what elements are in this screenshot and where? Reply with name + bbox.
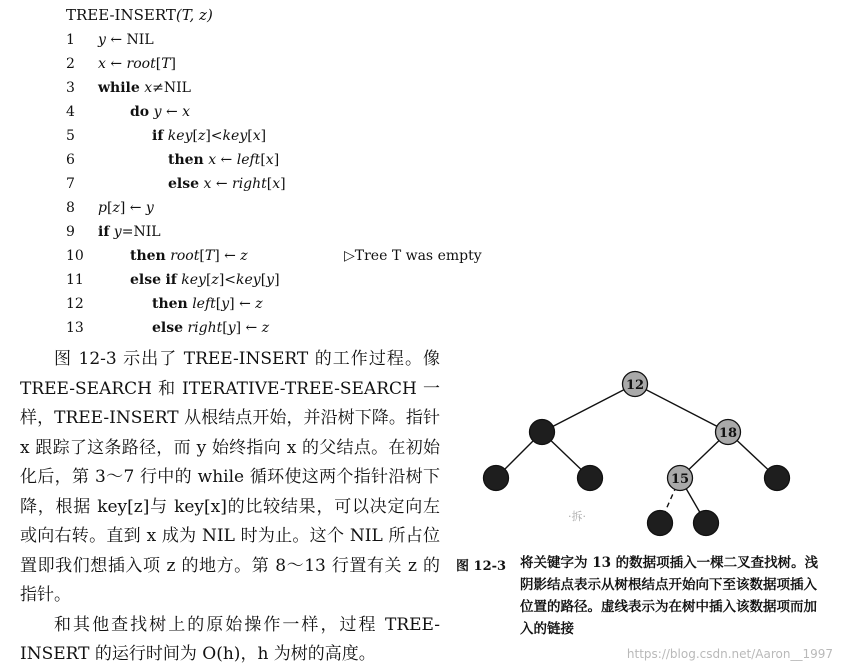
- figure-caption: 将关键字为 13 的数据项插入一棵二叉查找树。浅阴影结点表示从树根结点开始向下至该数据项插入位置的路径。虚线表示为在树中插入该数据项而加入的链接: [520, 555, 819, 637]
- line-number: 6: [66, 152, 75, 168]
- line-number: 11: [66, 272, 84, 288]
- tree-node-2: [484, 466, 509, 491]
- code-statement: else x ← right[x]: [168, 176, 286, 192]
- code-statement: if key[z]<key[x]: [152, 128, 267, 144]
- code-statement: then left[y] ← z: [152, 296, 263, 312]
- tree-node-17: [694, 511, 719, 536]
- line-number: 9: [66, 224, 75, 240]
- code-statement: if y=NIL: [98, 224, 161, 240]
- code-statement: y ← NIL: [98, 32, 154, 48]
- algorithm-name: TREE-INSERT: [66, 6, 176, 24]
- tree-edges: [496, 384, 777, 523]
- figure-scan-mark: ·拆·: [568, 510, 586, 523]
- algorithm-title: [66, 6, 213, 24]
- code-statement: while x≠NIL: [98, 80, 191, 96]
- line-number: 10: [66, 248, 84, 264]
- tree-node-5: [530, 420, 555, 445]
- line-number: 8: [66, 200, 75, 216]
- code-statement: p[z] ← y: [98, 200, 154, 216]
- tree-node-9: [578, 466, 603, 491]
- figure-number: 图 12-3: [456, 559, 507, 574]
- code-statement: then root[T] ← z: [130, 248, 248, 264]
- node-label: 12: [625, 378, 645, 393]
- binary-search-tree-figure: [470, 360, 820, 540]
- algorithm-params: (T, z): [175, 6, 213, 24]
- line-number: 3: [66, 80, 75, 96]
- tree-edge: [542, 384, 635, 432]
- line-number: 4: [66, 104, 75, 120]
- paragraph-1: 图 12-3 示出了 TREE-INSERT 的工作过程。像 TREE-SEARCH 和 ITERATIVE-TREE-SEARCH 一样，TREE-INSERT 从根结点开始，并沿树下降。指针 x 跟踪了这条路径，而 y 始终指向 x 的父结点。在初始化后，第 3～7 行中的 while 循环使这两个指针沿树下降，根据 key[z]与 key[x]的比较结果，可以决定向左或向右转。直到 x 成为 NIL 时为止。这个 NIL 所占位置即我们想插入项 z 的地方。第 8～13 行置有关 z 的指针。: [20, 349, 440, 605]
- line-number: 1: [66, 32, 75, 48]
- code-statement: else right[y] ← z: [152, 320, 270, 336]
- code-statement: then x ← left[x]: [168, 152, 280, 168]
- code-comment: ▷Tree T was empty: [344, 248, 482, 264]
- node-label: 15: [670, 472, 690, 487]
- line-number: 7: [66, 176, 75, 192]
- line-number: 2: [66, 56, 75, 72]
- line-number: 5: [66, 128, 75, 144]
- code-statement: do y ← x: [130, 104, 191, 120]
- tree-node-13: [648, 511, 673, 536]
- tree-edge: [635, 384, 728, 432]
- line-number: 13: [66, 320, 84, 336]
- line-number: 12: [66, 296, 84, 312]
- watermark: https://blog.csdn.net/Aaron__1997: [626, 647, 833, 661]
- body-text: [20, 345, 440, 670]
- paragraph-2: 和其他查找树上的原始操作一样，过程 TREE-INSERT 的运行时间为 O(h)，h 为树的高度。: [20, 614, 440, 664]
- tree-node-19: [765, 466, 790, 491]
- code-statement: else if key[z]<key[y]: [130, 272, 280, 288]
- tree-node-12: [623, 372, 648, 397]
- tree-nodes: [484, 372, 790, 536]
- tree-node-15: [668, 466, 693, 491]
- code-statement: x ← root[T]: [98, 56, 177, 72]
- tree-node-18: [716, 420, 741, 445]
- node-label: 18: [718, 426, 738, 441]
